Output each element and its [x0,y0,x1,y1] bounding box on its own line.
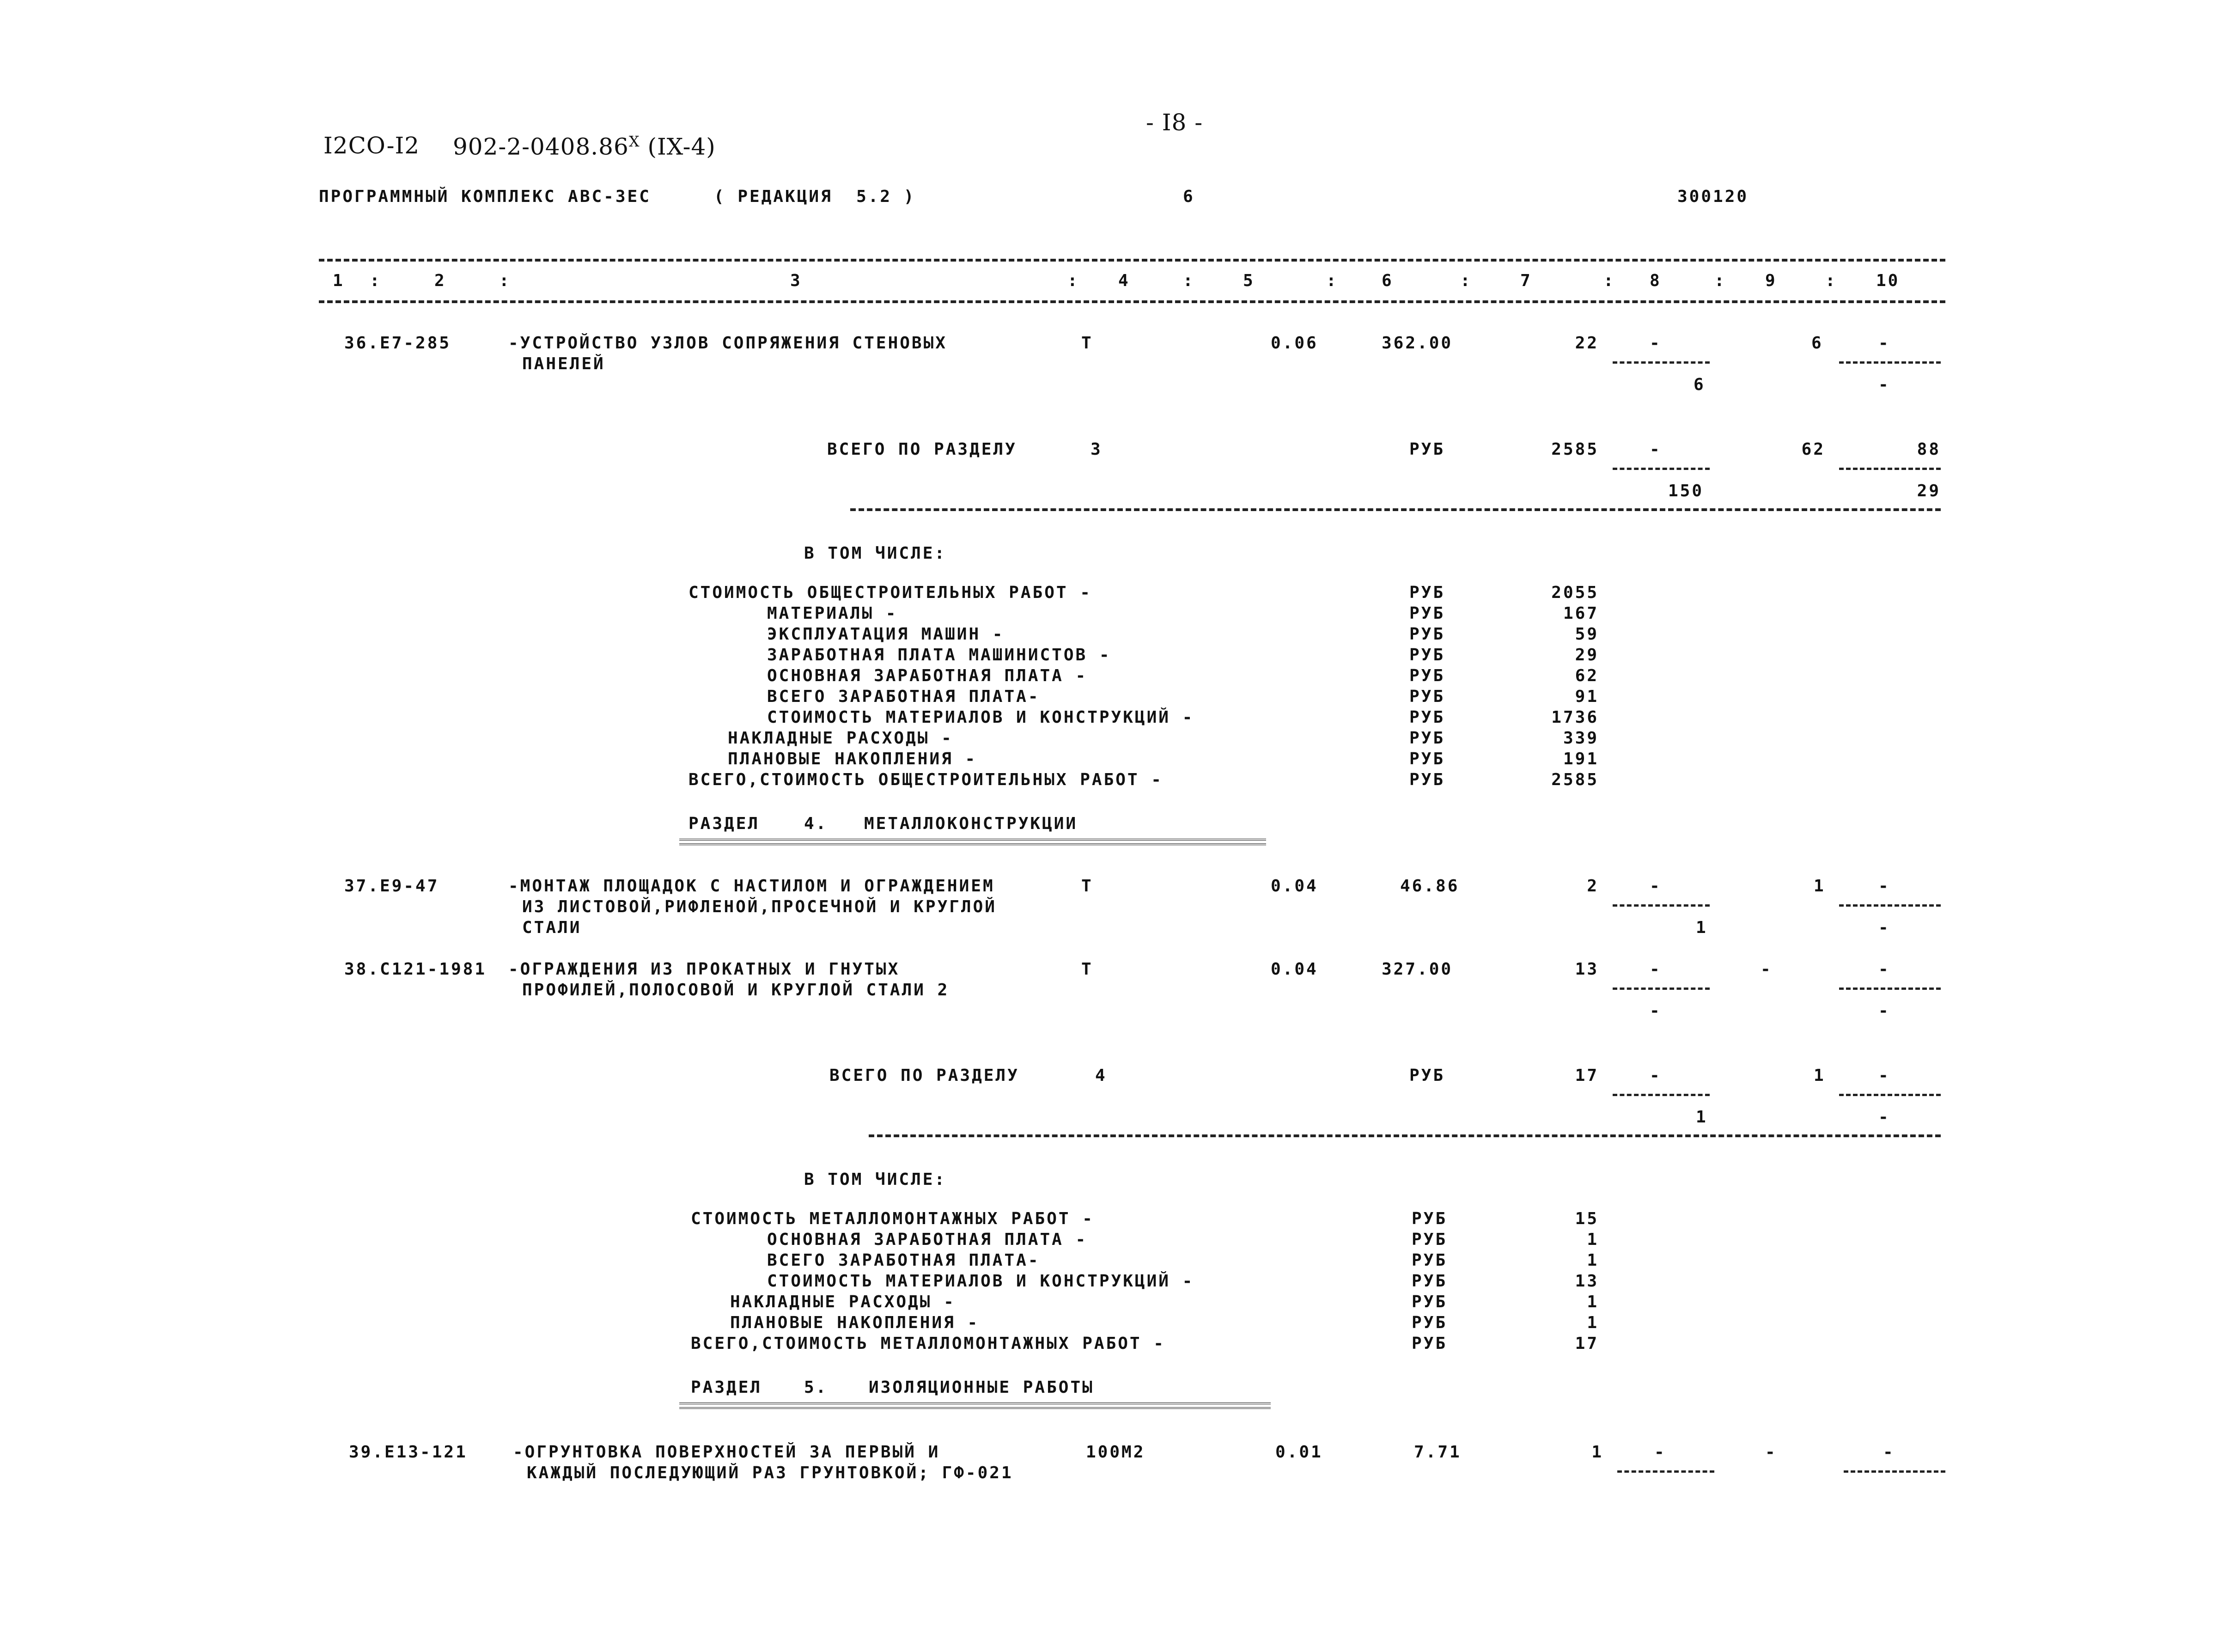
total-c10-sub: 29 [1917,482,1941,500]
breakdown-value: 1 [1587,1251,1599,1270]
section-number: 4. [804,814,828,833]
col-sep: : [1825,271,1837,290]
breakdown-value: 1 [1587,1230,1599,1249]
col-sep: : [1460,271,1472,290]
total-value: 2585 [1551,440,1599,459]
section-label: РАЗДЕЛ [688,814,760,833]
total-c10: - [1878,1066,1890,1085]
row-total: 2 [1587,877,1599,896]
row-c8: - [1650,334,1662,353]
breakdown-label: СТОИМОСТЬ МЕТАЛЛОМОНТАЖНЫХ РАБОТ - [691,1209,1094,1228]
total-unit: РУБ [1409,1066,1445,1085]
breakdown-label: ВСЕГО ЗАРАБОТНАЯ ПЛАТА- [767,687,1040,706]
col-6: 6 [1382,271,1394,290]
cell-rule [1617,1470,1714,1473]
total-c9: 1 [1814,1066,1826,1085]
breakdown-label: ВСЕГО,СТОИМОСТЬ ОБЩЕСТРОИТЕЛЬНЫХ РАБОТ - [688,770,1163,789]
row-id: 37.Е9-47 [344,877,439,896]
row-c9: 6 [1811,334,1823,353]
row-id: 38.С121-1981 [344,960,487,979]
row-id: 39.Е13-121 [349,1443,468,1462]
cell-rule [1613,904,1710,907]
breakdown-value: 191 [1563,750,1599,768]
breakdown-unit: РУБ [1409,666,1445,685]
row-price: 46.86 [1400,877,1460,896]
row-desc: ПАНЕЛЕЙ [522,354,605,373]
breakdown-unit: РУБ [1409,687,1445,706]
row-unit: Т [1081,334,1093,353]
breakdown-unit: РУБ [1412,1334,1448,1353]
row-c10: - [1883,1443,1895,1462]
row-id: 36.Е7-285 [344,334,451,353]
section-name: ИЗОЛЯЦИОННЫЕ РАБОТЫ [869,1378,1094,1397]
breakdown-header: В ТОМ ЧИСЛЕ: [804,1170,947,1189]
row-desc: СТАЛИ [522,918,582,937]
section-underline [679,1402,1271,1409]
col-8: 8 [1650,271,1662,290]
breakdown-label: СТОИМОСТЬ МАТЕРИАЛОВ И КОНСТРУКЦИЙ - [767,708,1194,727]
row-unit: Т [1081,960,1093,979]
breakdown-value: 91 [1575,687,1599,706]
col-9: 9 [1765,271,1777,290]
col-sep: : [1067,271,1079,290]
row-total: 13 [1575,960,1599,979]
breakdown-value: 1736 [1551,708,1599,727]
breakdown-label: ОСНОВНАЯ ЗАРАБОТНАЯ ПЛАТА - [767,1230,1088,1249]
breakdown-unit: РУБ [1409,583,1445,602]
breakdown-unit: РУБ [1412,1313,1448,1332]
cell-rule [1613,468,1710,470]
breakdown-label: СТОИМОСТЬ МАТЕРИАЛОВ И КОНСТРУКЦИЙ - [767,1272,1194,1291]
breakdown-label: МАТЕРИАЛЫ - [767,604,898,623]
col-sep: : [1714,271,1726,290]
cell-rule [1839,904,1941,907]
breakdown-unit: РУБ [1409,646,1445,664]
row-c8-sub: 1 [1696,918,1708,937]
row-c9: 1 [1814,877,1826,896]
row-desc: КАЖДЫЙ ПОСЛЕДУЮЩИЙ РАЗ ГРУНТОВКОЙ; ГФ-021 [527,1463,1013,1482]
breakdown-label: ОСНОВНАЯ ЗАРАБОТНАЯ ПЛАТА - [767,666,1088,685]
breakdown-value: 167 [1563,604,1599,623]
row-desc: -УСТРОЙСТВО УЗЛОВ СОПРЯЖЕНИЯ СТЕНОВЫХ [508,334,947,353]
total-c10: 88 [1917,440,1941,459]
row-c10: - [1878,877,1890,896]
breakdown-label: ПЛАНОВЫЕ НАКОПЛЕНИЯ - [730,1313,980,1332]
breakdown-value: 29 [1575,646,1599,664]
row-c8-sub: - [1650,1001,1662,1020]
cell-rule [1613,988,1710,990]
section-label: РАЗДЕЛ [691,1378,762,1397]
col-sep: : [1326,271,1338,290]
row-price: 362.00 [1382,334,1453,353]
row-c10: - [1878,334,1890,353]
breakdown-unit: РУБ [1412,1251,1448,1270]
section-rule [869,1134,1941,1137]
col-7: 7 [1520,271,1532,290]
col-10: 10 [1876,271,1900,290]
header-bottom-rule [319,300,1945,303]
total-c8: - [1650,1066,1662,1085]
row-c10-sub: - [1878,918,1890,937]
row-c8: - [1650,960,1662,979]
breakdown-value: 1 [1587,1292,1599,1311]
row-desc: -МОНТАЖ ПЛОЩАДОК С НАСТИЛОМ И ОГРАЖДЕНИЕМ [508,877,995,896]
row-qty: 0.06 [1271,334,1318,353]
section-underline [679,839,1266,845]
breakdown-value: 13 [1575,1272,1599,1291]
row-qty: 0.04 [1271,960,1318,979]
breakdown-header: В ТОМ ЧИСЛЕ: [804,544,947,563]
breakdown-value: 1 [1587,1313,1599,1332]
col-2: 2 [434,271,446,290]
cell-rule [1844,1470,1945,1473]
header-top-rule [319,259,1945,262]
breakdown-label: ЭКСПЛУАТАЦИЯ МАШИН - [767,625,1005,644]
row-desc: -ОГРАЖДЕНИЯ ИЗ ПРОКАТНЫХ И ГНУТЫХ [508,960,900,979]
row-c8: - [1650,877,1662,896]
col-sep: : [1183,271,1195,290]
project-code: $902-2-0408.86^X$ (IX-4) [453,133,716,160]
total-label: ВСЕГО ПО РАЗДЕЛУ [829,1066,1019,1085]
total-unit: РУБ [1409,440,1445,459]
cell-rule [1839,1094,1941,1096]
col-sep: : [1603,271,1615,290]
total-c8-sub: 150 [1668,482,1704,500]
breakdown-unit: РУБ [1412,1292,1448,1311]
breakdown-value: 2585 [1551,770,1599,789]
breakdown-label: СТОИМОСТЬ ОБЩЕСТРОИТЕЛЬНЫХ РАБОТ - [688,583,1092,602]
page-number: - I8 - [1146,109,1203,136]
edition: ( РЕДАКЦИЯ 5.2 ) [714,187,916,206]
doc-code: I2CO-I2 [323,132,420,159]
total-c8: - [1650,440,1662,459]
breakdown-value: 59 [1575,625,1599,644]
cell-rule [1613,1094,1710,1096]
breakdown-label: ВСЕГО,СТОИМОСТЬ МЕТАЛЛОМОНТАЖНЫХ РАБОТ - [691,1334,1165,1353]
row-c9: - [1765,1443,1777,1462]
total-c9: 62 [1801,440,1825,459]
breakdown-unit: РУБ [1409,750,1445,768]
row-price: 327.00 [1382,960,1453,979]
breakdown-unit: РУБ [1412,1272,1448,1291]
col-3: 3 [790,271,802,290]
breakdown-unit: РУБ [1409,770,1445,789]
row-qty: 0.01 [1275,1443,1323,1462]
row-unit: Т [1081,877,1093,896]
col-1: 1 [333,271,345,290]
breakdown-label: ЗАРАБОТНАЯ ПЛАТА МАШИНИСТОВ - [767,646,1111,664]
row-c8: - [1654,1443,1666,1462]
total-label: ВСЕГО ПО РАЗДЕЛУ [827,440,1017,459]
breakdown-label: НАКЛАДНЫЕ РАСХОДЫ - [728,729,953,748]
breakdown-label: ВСЕГО ЗАРАБОТНАЯ ПЛАТА- [767,1251,1040,1270]
breakdown-unit: РУБ [1409,625,1445,644]
cell-rule [1613,361,1710,364]
cell-rule [1839,988,1941,990]
breakdown-value: 339 [1563,729,1599,748]
breakdown-value: 17 [1575,1334,1599,1353]
row-desc: ИЗ ЛИСТОВОЙ,РИФЛЕНОЙ,ПРОСЕЧНОЙ И КРУГЛОЙ [522,897,997,916]
total-section-num: 3 [1091,440,1103,459]
breakdown-unit: РУБ [1409,604,1445,623]
total-value: 17 [1575,1066,1599,1085]
breakdown-label: НАКЛАДНЫЕ РАСХОДЫ - [730,1292,956,1311]
col-5: 5 [1243,271,1255,290]
row-desc: -ОГРУНТОВКА ПОВЕРХНОСТЕЙ ЗА ПЕРВЫЙ И [513,1443,940,1462]
row-desc: ПРОФИЛЕЙ,ПОЛОСОВОЙ И КРУГЛОЙ СТАЛИ 2 [522,981,950,1000]
row-c10: - [1878,960,1890,979]
row-unit: 100М2 [1086,1443,1145,1462]
breakdown-unit: РУБ [1409,729,1445,748]
row-total: 1 [1591,1443,1603,1462]
section-name: МЕТАЛЛОКОНСТРУКЦИИ [864,814,1078,833]
col-sep: : [499,271,511,290]
section-rule [850,508,1941,511]
col-sep: : [370,271,382,290]
breakdown-value: 15 [1575,1209,1599,1228]
breakdown-unit: РУБ [1409,708,1445,727]
breakdown-value: 2055 [1551,583,1599,602]
code-number: 300120 [1677,187,1749,206]
breakdown-value: 62 [1575,666,1599,685]
sheet-number: 6 [1183,187,1195,206]
total-c10-sub: - [1878,1108,1890,1127]
program-name: ПРОГРАММНЫЙ КОМПЛЕКС АВС-3ЕС [319,187,651,206]
total-c8-sub: 1 [1696,1108,1708,1127]
row-c8-sub: 6 [1694,375,1706,394]
row-qty: 0.04 [1271,877,1318,896]
cell-rule [1839,468,1941,470]
section-number: 5. [804,1378,828,1397]
row-c10-sub: - [1878,1001,1890,1020]
col-4: 4 [1118,271,1130,290]
row-c9: - [1761,960,1773,979]
breakdown-unit: РУБ [1412,1209,1448,1228]
cell-rule [1839,361,1941,364]
breakdown-unit: РУБ [1412,1230,1448,1249]
row-total: 22 [1575,334,1599,353]
row-price: 7.71 [1414,1443,1462,1462]
total-section-num: 4 [1095,1066,1107,1085]
breakdown-label: ПЛАНОВЫЕ НАКОПЛЕНИЯ - [728,750,977,768]
row-c10-sub: - [1878,375,1890,394]
